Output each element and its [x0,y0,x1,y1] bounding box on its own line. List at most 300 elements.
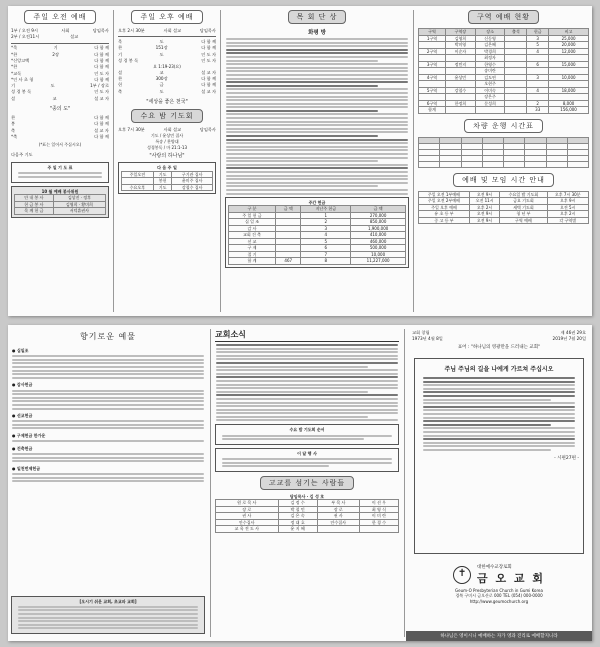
text-line [226,67,408,69]
meeting-cell: 오전 9시 [469,217,499,224]
text-line [216,348,398,350]
morning-order-row-c: 다 함 께 [94,45,109,51]
offering-group-label: ● 구제헌금 한가운 [12,433,46,439]
district-cell: 강철수 [446,87,476,94]
text-line [216,366,368,368]
afternoon-order-row-a: 성 경 봉 독 [118,57,139,63]
meeting-cell: 오후 2시 [547,211,589,218]
district-cell: 12,000 [549,48,589,55]
staff-cell: 안수집사 [216,519,279,526]
district-cell: 1구역 [419,35,446,42]
afternoon-order-row-b: 금 [159,82,164,88]
next-sunday-cell: 봉헌 [153,178,172,185]
offering-cell: 460,000 [351,238,406,245]
offering-cell: 절 기 [229,251,276,258]
news-column [212,325,402,641]
district-row [419,107,589,114]
offering-cell: 4 [301,232,351,239]
staff-cell: 안수집사 [317,519,359,526]
morning-order-row-a: *인 사 초 청 [11,76,34,82]
offering-cell: 합 계 [229,258,276,265]
district-cell: 이순자 [446,48,476,55]
meeting-cell: 각 구역별 [547,217,589,224]
afternoon-order-row-b: 300장 [155,76,168,82]
volunteer-cell: 안 내 봉 사 [15,195,54,202]
text-line [226,131,408,133]
morning-order-row-b: 도 [50,83,55,89]
offering-header: 구 분 [229,206,276,213]
text-line [216,402,398,404]
vehicle-cell [504,161,525,167]
afternoon-sermon-title: "세상을 좋은 천국" [146,99,188,106]
wednesday-order-item: 성경봉독 / 마 21:1-13 [147,144,187,150]
text-line [226,135,378,137]
district-cell: 한영수 [475,61,505,68]
staff-title: 고교를 섬기는 사람들 [260,476,354,490]
wednesday-role: 사회 설교 [163,127,182,133]
morning-order-row-a: 기 [11,83,16,89]
text-line [226,49,408,51]
text-line [216,416,368,418]
district-header: 출석 [505,29,527,36]
afternoon-order-row-a: 설 [118,69,123,75]
afternoon-order-row-c: 설 교 자 [201,88,216,94]
bulletin-page-outer [8,325,592,641]
denomination: 대한예수교장로회 [477,565,512,570]
text-line [216,419,398,421]
text-line [226,38,408,40]
afternoon-order-row-c: 다 함 께 [201,82,216,88]
morning-order-row-b: 2장 [52,51,60,57]
meeting-cell: 유 초 등 부 [419,211,470,218]
text-line [226,175,408,177]
district-cell: 5구역 [419,87,446,94]
text-line [226,171,408,173]
next-sunday-box [118,162,216,194]
morning-order-row-c: 다 함 께 [94,133,109,139]
staff-cell: 이 미 란 [359,513,398,520]
morning-order-row-a: 성 경 봉 독 [11,89,32,95]
meeting-cell: 오전 9시 [469,191,499,198]
meeting-cell: 주일 오후 예배 [419,204,470,211]
text-line [216,355,398,357]
text-line [226,178,408,180]
text-line [226,81,408,83]
offering-cell: 410,000 [351,232,406,239]
district-cell: 박경희 [475,48,505,55]
offering-name-line [12,427,204,429]
staff-cell: 한 경 수 [359,519,398,526]
offering-name-line [12,457,204,459]
church-logo-icon [453,566,471,584]
morning-sermon-title: "종의 도" [49,106,71,113]
morning-order-row [8,134,112,140]
district-cell: 윤상민 [446,74,476,81]
offering-cell: 교회 건 축 [229,232,276,239]
afternoon-order-row-c: 다 함 께 [201,45,216,51]
meeting-times-title: 예배 및 모임 시간 안내 [453,173,554,187]
text-line [226,70,408,72]
offering-name-line [12,480,204,482]
morning-order-row-c: 다 함 께 [94,64,109,70]
district-cell: 2 [527,100,549,107]
text-line [423,388,575,390]
offering-name-line [12,460,204,462]
morning-order-row-a: *묵 [11,45,18,51]
meeting-cell: 중 고 등 부 [419,217,470,224]
afternoon-role: 사회 설교 [163,28,182,33]
text-line [226,74,408,76]
district-cell: 2구역 [419,48,446,55]
text-line [216,344,398,346]
morning-order-row-a: 축 [11,127,16,133]
offerings-bottom-banner: [오시기 쉬운 교회, 초교파 교회] [79,598,137,604]
district-cell: 25,000 [549,35,589,42]
news-title: 교회소식 [215,329,399,342]
offering-name-line [12,355,204,357]
offering-cell: 1,900,000 [351,225,406,232]
offering-group-label: ● 십일조 [12,348,29,353]
text-line [216,409,398,411]
text-line [423,391,575,393]
district-cell: 4구역 [419,74,446,81]
text-line [216,376,398,378]
offering-cell: 11,227,000 [351,258,406,265]
text-line [226,60,378,62]
offering-row [229,258,406,265]
district-cell: 20,000 [549,42,589,49]
district-header: 구역 [419,29,446,36]
offering-name-line [12,393,204,395]
staff-cell: 박 철 민 [278,506,317,513]
text-line [226,142,408,144]
offering-name-line [12,370,204,372]
meeting-row [419,217,589,224]
district-cell: 오현주 [475,81,505,88]
staff-cell: 정 대 호 [278,519,317,526]
text-line [216,380,398,382]
afternoon-service-column [115,6,219,316]
district-cell: 5 [527,42,549,49]
offering-cell: 6 [301,245,351,252]
morning-order-row-c: 다 함 께 [94,57,109,63]
meeting-cell: 금요 기도회 [500,198,547,205]
text-line [423,424,551,426]
offering-name-line [12,362,204,364]
church-address: 경북 구미시 금오산로 000 TEL (054) 000-0000 [455,593,543,598]
district-cell: 3 [527,35,549,42]
afternoon-order-row-a: 헌 [118,82,123,88]
volunteer-cell: 헌 금 봉 사 [15,201,54,208]
afternoon-time: 오후 2시 30분 [118,28,145,33]
text-line [216,351,398,353]
afternoon-order-row-a: 축 [118,88,123,94]
morning-pastor-row-c: 담임목사 [92,28,109,33]
text-line [216,405,398,407]
text-line [226,92,408,94]
text-line [226,146,408,148]
offering-name-line [12,377,204,379]
offering-name-line [12,359,204,361]
text-line [423,381,575,383]
weekly-offering-title: 주간 헌금 [308,199,326,205]
morning-order-row-a: *교독 [11,70,22,76]
wednesday-time: 오후 7시 30분 [118,127,145,133]
offering-cell: 7 [301,251,351,258]
morning-order-row-b: 기 [53,45,58,51]
wednesday-service-title: 수요 밤 기도회 [131,109,202,123]
vehicle-cell [440,161,461,167]
afternoon-leader: 담임목사 [199,28,216,33]
afternoon-order-row-b: 151장 [155,45,168,51]
morning-order-row-a: 설 [11,95,16,101]
district-cell: 박미영 [446,42,476,49]
text-line [226,164,408,166]
offering-cell: 십 일 조 [229,219,276,226]
text-line [226,96,408,98]
offering-name-line [12,408,204,410]
afternoon-order-row-a: 찬 [118,45,123,51]
offerings-column [8,325,208,641]
afternoon-order-row [115,89,219,95]
afternoon-order-row-b: 교 [159,69,164,75]
vehicle-cell [419,161,440,167]
morning-order-row-a: *신앙고백 [11,57,30,63]
text-line [216,391,368,393]
text-line [216,362,398,364]
volunteer-cell: 서덕휴권사 [53,208,105,215]
text-line [226,52,408,54]
offering-cell: 10,000 [351,251,406,258]
text-line [226,121,408,123]
wednesday-order-box [215,424,399,444]
offering-cell: 3 [301,225,351,232]
staff-cell: 김 정 수 [278,500,317,507]
offering-cell: 270,000 [351,212,406,219]
senior-pastor: 담임목사 · 김 성 호 [289,493,325,499]
staff-cell: 장 로 [317,506,359,513]
text-line [226,63,408,65]
district-cell: 18,000 [549,87,589,94]
text-line [226,99,408,101]
district-cell: 이미숙 [475,87,505,94]
monthly-events-title: 이 달 행 사 [297,450,317,456]
text-line [423,420,575,422]
district-cell: 장은주 [475,94,505,101]
morning-order-row-b: 교 [52,95,57,101]
staff-cell: 김 은 숙 [278,513,317,520]
afternoon-order-row-c: 다 함 께 [201,39,216,45]
weekly-offering-box [225,197,409,268]
stand-note: (*표는 일어서 주십시오) [38,142,82,148]
text-line [423,384,575,386]
text-line [216,387,398,389]
morning-order-row-c: 설 교 자 [94,95,109,101]
district-header: 비고 [549,29,589,36]
verse-title: 주님 주님의 길을 나에게 가르쳐 주십시오 [444,366,554,373]
service-volunteers-title: 10 월 예배 봉사위원 [41,188,79,194]
afternoon-order-row-b: 도 [159,88,164,94]
text-line [226,149,408,151]
morning-order-row-a: 봉 [11,121,16,127]
morning-order-row-c: 다 함 께 [94,76,109,82]
text-line [226,182,408,184]
wednesday-sermon-title: "사랑의 하나님" [149,153,185,160]
district-cell: 정민지 [446,61,476,68]
morning-pastor-row-a: 2부 / 오전11시 [11,34,40,40]
text-line [226,88,408,90]
meeting-cell: 새벽 기도회 [500,204,547,211]
district-cell: 3구역 [419,61,446,68]
meeting-cell: 주일 오전 2부예배 [419,198,470,205]
text-line [216,398,398,400]
morning-order-row-a: *찬 [11,64,18,70]
text-line [423,402,575,404]
meeting-cell: 주일 오전 1부예배 [419,191,470,198]
district-cell: 한정희 [446,100,476,107]
meeting-cell: 구역 예배 [500,217,547,224]
next-sunday-cell: 구기관 집사 [172,171,213,178]
next-sunday-cell: 수요오후 [122,184,154,191]
pastor-message-subtitle: 화평 방 [308,30,326,36]
church-name: 금 오 교 회 [477,572,545,585]
offering-cell: 467 [276,258,301,265]
morning-order-row-c: 1부 / 장로 [90,83,109,89]
monthly-events-box [215,448,399,472]
offering-name-line [12,473,204,475]
afternoon-order-row-b: 도 [159,39,164,45]
offering-name-line [12,440,204,442]
church-motto: 표어 : "하나님의 영광만을 드러내는 교회" [457,345,541,350]
volunteer-row [15,208,106,215]
offering-name-line [12,373,204,375]
text-line [226,78,408,80]
afternoon-order-row-a: 찬 [118,76,123,82]
vehicle-cell [546,161,567,167]
vehicle-cell [461,161,482,167]
district-cell: 김영희 [446,35,476,42]
district-cell: 합계 [419,107,446,114]
text-line [423,413,575,415]
district-cell: 33 [527,107,549,114]
text-line [423,442,575,444]
text-line [226,106,408,108]
meeting-cell: 오전 5시 [547,204,589,211]
church-website[interactable]: http://www.geumochurch.org [469,599,529,604]
afternoon-order-row-a: 기 [118,51,123,57]
afternoon-order-row-c: 인 도 자 [201,51,216,57]
afternoon-scripture: 요 1:19-23(요) [153,64,181,70]
wednesday-leader: 담임목사 [199,127,216,133]
text-line [226,110,378,112]
offering-group-label: ● 선교헌금 [12,413,33,419]
district-cell: 6 [527,61,549,68]
prayer-table-title: 주 일 기 도 표 [47,165,73,171]
district-status-title: 구역 예배 현황 [468,10,539,24]
text-line [226,103,408,105]
district-cell [505,107,527,114]
offering-name-line [12,424,204,426]
text-line [423,449,551,451]
pastor-column [222,6,412,316]
staff-cell [317,526,359,533]
morning-order-row [8,96,112,102]
district-cell: 신동영 [475,35,505,42]
volunteer-cell: 목 께 헌 금 [15,208,54,215]
staff-cell: 권 사 [216,513,279,520]
text-line [423,431,575,433]
offering-group-label: ● 감사헌금 [12,382,33,388]
offerings-bottom-box [11,596,205,634]
offering-cell: 감 사 [229,225,276,232]
bulletin-page-inner [8,6,592,316]
offerings-title: 향기로운 예물 [80,332,136,341]
issue-date: 2019년 7월 20일 [552,335,586,341]
district-cell: 김도연 [475,74,505,81]
vehicle-cell [525,161,546,167]
morning-order-row-a: 찬 [11,115,16,121]
volunteer-cell: 김상진 · 정후 [53,195,105,202]
afternoon-order-row-c: 설 교 자 [201,69,216,75]
prayer-table [11,162,109,182]
staff-cell: 교 육 전 도 사 [216,526,279,533]
meeting-cell: 수요일 밤 기도회 [500,191,547,198]
offering-cell: 5 [301,238,351,245]
district-cell: 4 [527,48,549,55]
offering-name-line [12,366,204,368]
morning-order-row-c: 다 함 께 [94,115,109,121]
text-line [216,384,398,386]
district-cell [475,107,505,114]
offering-name-line [12,390,204,392]
staff-cell [359,526,398,533]
founding-label: 교회 창립 [412,330,430,335]
next-sunday-cell: 강철수 집사 [172,184,213,191]
offering-cell: 8 [301,258,351,265]
next-sunday-row [122,184,213,191]
morning-order-row-c: 다 함 께 [94,121,109,127]
meeting-cell: 오후 7시 30분 [547,191,589,198]
morning-order-row-c: 다 함 께 [94,51,109,57]
text-line [423,435,575,437]
text-line [226,160,378,162]
afternoon-order-row-c: 다 함 께 [201,76,216,82]
verse-box [414,358,584,554]
morning-pastor-row-b: 설교 [70,34,79,40]
offering-group-label: ● 일천번제헌금 [12,465,41,471]
next-sunday-cell: 윤미주 집사 [172,178,213,185]
staff-cell: 장 로 [216,506,279,513]
afternoon-order-row-c: 인 도 자 [201,57,216,63]
morning-service-column [8,6,112,316]
next-sunday-cell: 주일오전 [122,171,154,178]
text-line [226,45,408,47]
vehicle-cell [567,161,588,167]
district-cell: 10,000 [549,74,589,81]
text-line [226,185,378,187]
verse-reference: - 시편27편 - [554,455,579,461]
text-line [423,406,575,408]
text-line [423,417,575,419]
offering-group-label: ● 건축헌금 [12,445,33,451]
volunteer-cell: 김영희 · 황미희 [53,201,105,208]
pastor-message-title: 목 회 단 상 [288,10,347,24]
text-line [226,167,408,169]
district-header: 헌금 [527,29,549,36]
district-header: 장소 [475,29,505,36]
staff-cell: 원 로 목 사 [216,500,279,507]
cover-footer: 하나님은 영이시니 예배하는 자가 영과 진리로 예배할지니라 [406,631,592,641]
